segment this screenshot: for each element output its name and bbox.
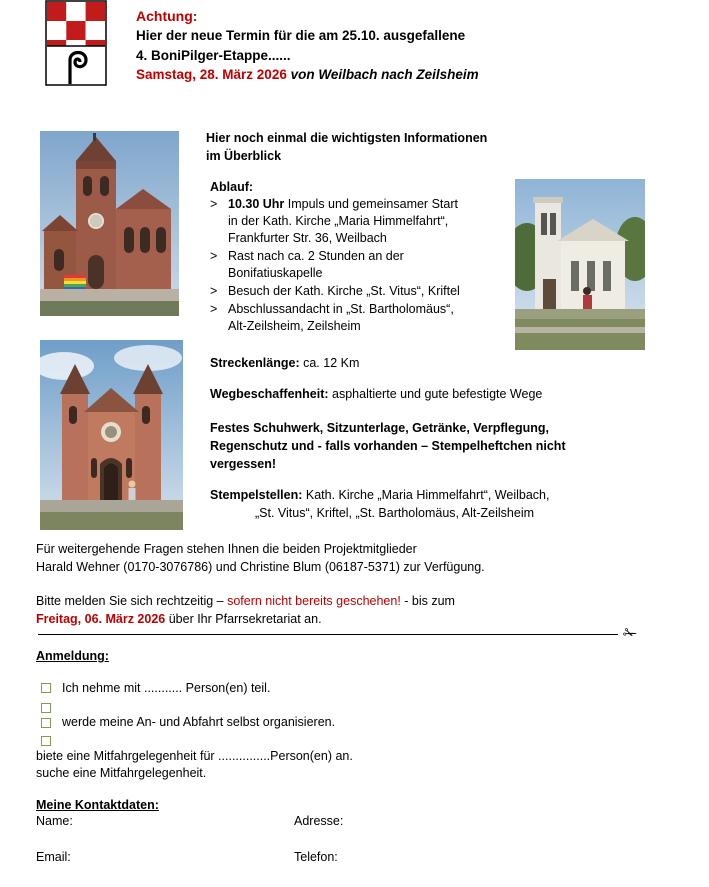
ablauf-sub-line: Frankfurter Str. 36, Weilbach	[228, 231, 387, 245]
ausruestung-line-3: vergessen!	[210, 457, 277, 472]
wegbeschaffenheit-label: Wegbeschaffenheit:	[210, 387, 329, 401]
deadline-post: - bis zum	[400, 594, 455, 608]
deadline-pre: Bitte melden Sie sich rechtzeitig –	[36, 594, 228, 608]
ablauf-sub-line: Alt-Zeilsheim, Zeilsheim	[228, 319, 361, 333]
header-text-block	[136, 6, 696, 85]
contact-line-1: Für weitergehende Fragen stehen Ihnen die beiden Projektmitglieder	[36, 542, 417, 556]
info-intro-line-1: Hier noch einmal die wichtigsten Informationen	[206, 131, 488, 145]
telefon-field-label: Telefon:	[294, 850, 338, 864]
checkbox-teilnahme[interactable]	[41, 683, 51, 693]
event-route: von Weilbach nach Zeilsheim	[290, 67, 479, 83]
name-field-label: Name:	[36, 814, 73, 828]
ablauf-list	[210, 196, 510, 336]
info-intro	[206, 130, 626, 166]
church-photo-weilbach	[40, 131, 179, 316]
email-field-label: Email:	[36, 850, 71, 864]
stempelstellen-label: Stempelstellen:	[210, 488, 303, 502]
checkbox-anfahrt[interactable]	[41, 703, 51, 713]
cut-line-divider	[38, 634, 618, 635]
church-photo-kriftel	[515, 179, 645, 350]
deadline-date: Freitag, 06. März 2026	[36, 612, 166, 627]
option-label-mitfahrgelegenheit-biete: biete eine Mitfahrgelegenheit für ...............Person(en) an.	[36, 749, 353, 763]
bullet-gt-icon: >	[210, 302, 218, 316]
ablauf-sub-line: in der Kath. Kirche „Maria Himmelfahrt“,	[228, 214, 449, 228]
header-line-2: 4. BoniPilger-Etappe......	[136, 47, 291, 63]
wegbeschaffenheit-value: asphaltierte und gute befestigte Wege	[328, 387, 543, 401]
adresse-field-label: Adresse:	[294, 814, 344, 828]
anmeldung-heading: Anmeldung:	[36, 649, 109, 663]
ausruestung-line-2: Regenschutz und - falls vorhanden – Stempelheftchen nicht	[210, 439, 566, 454]
bullet-gt-icon: >	[210, 284, 218, 298]
bullet-gt-icon: >	[210, 197, 218, 211]
ablauf-text: Abschlussandacht in „St. Bartholomäus“,	[228, 302, 454, 316]
wegbeschaffenheit-row	[210, 386, 670, 404]
deadline-line-2	[36, 610, 676, 628]
ablauf-text: Rast nach ca. 2 Stunden an der	[228, 249, 404, 263]
event-date: Samstag, 28. März 2026	[136, 67, 287, 83]
ausruestung-note	[210, 419, 640, 473]
contact-paragraph	[36, 540, 676, 576]
checkbox-mitfahrgelegenheit-biete[interactable]	[41, 718, 51, 728]
ablauf-text: Besuch der Kath. Kirche „St. Vitus“, Kriftel	[228, 284, 460, 298]
checkbox-mitfahrgelegenheit-suche[interactable]	[41, 736, 51, 746]
deadline-tail: über Ihr Pfarrsekretariat an.	[165, 612, 322, 627]
scissors-icon: ✁	[623, 624, 638, 643]
option-label-anfahrt: werde meine An- und Abfahrt selbst organisieren.	[62, 715, 336, 729]
stempelstellen-row	[210, 486, 660, 522]
stempelstellen-value-2: „St. Vitus“, Kriftel, „St. Bartholomäus, Alt-Zeilsheim	[255, 506, 535, 521]
document-header	[0, 0, 709, 110]
deadline-line-1	[36, 592, 676, 610]
kontaktdaten-heading: Meine Kontaktdaten:	[36, 798, 159, 812]
streckenlaenge-label: Streckenlänge:	[210, 356, 300, 370]
streckenlaenge-value: ca. 12 Km	[299, 356, 360, 370]
header-line-1: Hier der neue Termin für die am 25.10. ausgefallene	[136, 28, 466, 44]
attention-label: Achtung:	[136, 8, 198, 24]
ausruestung-line-1: Festes Schuhwerk, Sitzunterlage, Getränke, Verpflegung,	[210, 421, 549, 435]
ablauf-label: Ablauf:	[210, 180, 254, 194]
streckenlaenge-row	[210, 355, 670, 373]
list-item	[210, 301, 510, 335]
option-label-mitfahrgelegenheit-suche: suche eine Mitfahrgelegenheit.	[36, 766, 207, 780]
deadline-highlight: sofern nicht bereits geschehen!	[227, 594, 401, 608]
ablauf-sub-line: Bonifatiuskapelle	[228, 266, 323, 280]
ablauf-text: Impuls und gemeinsamer Start	[284, 197, 458, 211]
deadline-paragraph	[36, 592, 676, 628]
info-intro-line-2: im Überblick	[206, 148, 282, 163]
option-label-teilnahme: Ich nehme mit ........... Person(en) teil.	[62, 681, 271, 695]
church-photo-zeilsheim	[40, 340, 183, 530]
stempelstellen-value: Kath. Kirche „Maria Himmelfahrt“, Weilbach,	[302, 488, 550, 502]
event-date-line	[136, 65, 696, 85]
bullet-gt-icon: >	[210, 249, 218, 263]
ablauf-time: 10.30 Uhr	[228, 197, 285, 211]
list-item	[210, 283, 510, 300]
list-item	[210, 196, 510, 247]
wappen-icon	[45, 0, 107, 86]
contact-line-2: Harald Wehner (0170-3076786) und Christine Blum (06187-5371) zur Verfügung.	[36, 560, 485, 575]
list-item	[210, 248, 510, 282]
